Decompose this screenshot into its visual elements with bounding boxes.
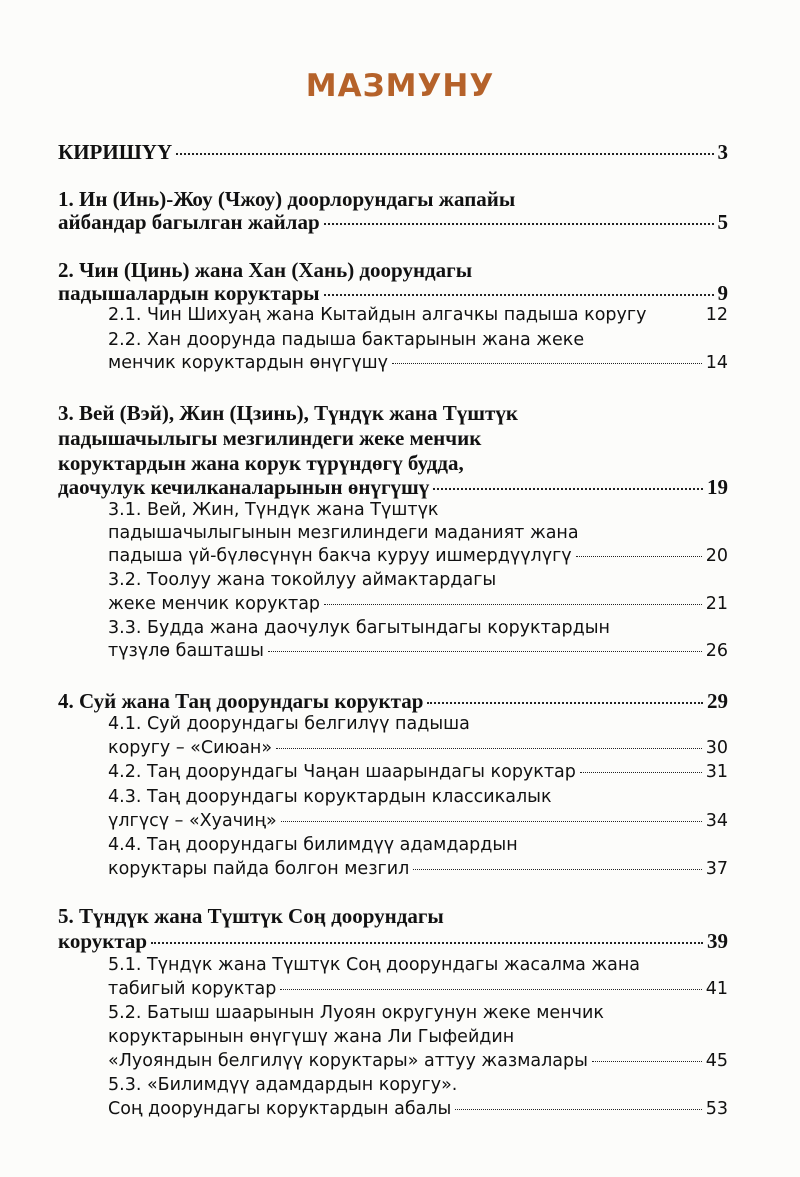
- toc-entry-text: түзүлө башташы: [108, 641, 264, 661]
- dot-leader: [592, 1060, 702, 1062]
- dot-leader: [324, 603, 702, 605]
- toc-page-number: 29: [707, 689, 728, 713]
- toc-entry-section-3-1[interactable]: [108, 546, 728, 566]
- dot-leader: [176, 152, 713, 155]
- toc-entry-section-3-2[interactable]: [108, 594, 728, 614]
- toc-entry-line: 3.1. Вей, Жин, Түндүк жана Түштүк: [108, 500, 439, 520]
- toc-entry-line: 5.1. Түндүк жана Түштүк Соң доорундагы жасалма жана: [108, 955, 641, 975]
- toc-entry-chapter-4[interactable]: [58, 689, 728, 714]
- toc-entry-text: падыша үй-бүлөсүнүн бакча куруу ишмердүүлүгү: [108, 546, 572, 566]
- toc-entry-text: «Луояндын белгилүү коруктары» аттуу жазмалары: [108, 1051, 588, 1071]
- toc-entry-section-5-1[interactable]: [108, 979, 728, 999]
- toc-entry-text: 4.2. Таң доорундагы Чаңан шаарындагы коруктар: [108, 762, 576, 782]
- dot-leader: [268, 650, 702, 652]
- toc-entry-line: 5.2. Батыш шаарынын Луоян округунун жеке менчик: [108, 1003, 604, 1023]
- toc-entry-text: коруктар: [58, 929, 148, 953]
- toc-entry-text: КИРИШҮҮ: [58, 140, 173, 164]
- toc-page-number: 14: [705, 353, 728, 373]
- dot-leader: [580, 771, 702, 773]
- toc-entry-line: 5. Түндүк жана Түштүк Соң доорундагы: [58, 904, 444, 928]
- toc-page-number: 19: [707, 475, 728, 499]
- dot-leader: [324, 222, 714, 225]
- toc-entry-text: Соң доорундагы коруктардын абалы: [108, 1099, 452, 1119]
- toc-page-number: 45: [705, 1051, 728, 1071]
- toc-page-number: 53: [705, 1099, 728, 1119]
- toc-entry-line: 5.3. «Билимдүү адамдардын коругу».: [108, 1075, 458, 1095]
- toc-entry-chapter-1[interactable]: [58, 210, 728, 235]
- dot-leader: [413, 868, 701, 870]
- toc-page-number: 34: [705, 811, 728, 831]
- toc-entry-line: 4.3. Таң доорундагы коруктардын классикалык: [108, 787, 552, 807]
- dot-leader: [650, 315, 701, 316]
- toc-page-number: 39: [707, 929, 728, 953]
- toc-entry-section-4-1[interactable]: [108, 738, 728, 758]
- toc-entry-text: табигый коруктар: [108, 979, 277, 999]
- toc-entry-section-4-2[interactable]: [108, 762, 728, 782]
- toc-entry-section-2-2[interactable]: [108, 353, 728, 373]
- toc-entry-section-2-1[interactable]: [108, 305, 728, 325]
- toc-page-number: 9: [717, 281, 728, 305]
- toc-entry-line: 2. Чин (Цинь) жана Хан (Хань) доорундагы: [58, 258, 473, 282]
- dot-leader: [455, 1108, 701, 1110]
- toc-entry-section-5-2[interactable]: [108, 1051, 728, 1071]
- dot-leader: [281, 820, 702, 822]
- toc-entry-line: 4.1. Суй доорундагы белгилүү падыша: [108, 714, 470, 734]
- toc-page-number: 3: [717, 140, 728, 164]
- toc-entry-line: 2.2. Хан доорунда падыша бактарынын жана жеке: [108, 330, 585, 350]
- dot-leader: [151, 941, 703, 944]
- toc-entry-text: коруктары пайда болгон мезгил: [108, 859, 410, 879]
- dot-leader: [392, 362, 702, 364]
- toc-entry-text: айбандар багылган жайлар: [58, 210, 320, 234]
- toc-page-number: 37: [705, 859, 728, 879]
- toc-entry-line: 3.2. Тоолуу жана токойлуу аймактардагы: [108, 570, 497, 590]
- toc-entry-line: 3.3. Будда жана даочулук багытындагы коруктардын: [108, 618, 610, 638]
- toc-entry-text: 2.1. Чин Шихуаң жана Кытайдын алгачкы падыша коругу: [108, 305, 647, 325]
- toc-entry-line: 3. Вей (Вэй), Жин (Цзинь), Түндүк жана Түштүк: [58, 401, 518, 425]
- dot-leader: [427, 701, 703, 704]
- toc-entry-chapter-3[interactable]: [58, 475, 728, 500]
- dot-leader: [433, 487, 703, 490]
- toc-entry-text: даочулук кечилканаларынын өнүгүшү: [58, 475, 430, 499]
- toc-entry-line: коруктарынын өнүгүшү жана Ли Гыфейдин: [108, 1027, 515, 1047]
- toc-entry-introduction[interactable]: [58, 140, 728, 165]
- toc-entry-section-4-4[interactable]: [108, 859, 728, 879]
- toc-entry-line: 4.4. Таң доорундагы билимдүү адамдардын: [108, 835, 518, 855]
- toc-page-number: 20: [705, 546, 728, 566]
- toc-entry-chapter-5[interactable]: [58, 929, 728, 954]
- toc-entry-section-5-3[interactable]: [108, 1099, 728, 1119]
- toc-page-number: 31: [705, 762, 728, 782]
- dot-leader: [324, 293, 714, 296]
- toc-entry-line: 1. Ин (Инь)-Жоу (Чжоу) доорлорундагы жапайы: [58, 187, 516, 211]
- toc-entry-line: падышачылыгы мезгилиндеги жеке менчик: [58, 426, 482, 450]
- toc-entry-chapter-2[interactable]: [58, 281, 728, 306]
- toc-entry-text: менчик коруктардын өнүгүшү: [108, 353, 388, 373]
- toc-page-number: 12: [705, 305, 728, 325]
- toc-entry-section-4-3[interactable]: [108, 811, 728, 831]
- toc-page-number: 41: [705, 979, 728, 999]
- toc-entry-text: падышалардын коруктары: [58, 281, 320, 305]
- dot-leader: [576, 555, 702, 557]
- toc-entry-text: коругу – «Сиюан»: [108, 738, 273, 758]
- toc-entry-text: үлгүсү – «Хуачиң»: [108, 811, 277, 831]
- toc-entry-line: падышачылыгынын мезгилиндеги маданият жана: [108, 523, 579, 543]
- toc-page-number: 21: [705, 594, 728, 614]
- toc-entry-section-3-3[interactable]: [108, 641, 728, 661]
- toc-entry-text: 4. Суй жана Таң доорундагы коруктар: [58, 689, 424, 713]
- toc-entry-text: жеке менчик коруктар: [108, 594, 321, 614]
- toc-page-number: 30: [705, 738, 728, 758]
- dot-leader: [280, 988, 701, 990]
- toc-page-number: 26: [705, 641, 728, 661]
- dot-leader: [276, 747, 702, 749]
- page-title: МАЗМУНУ: [305, 68, 495, 104]
- toc-page-number: 5: [717, 210, 728, 234]
- toc-entry-line: коруктардын жана корук түрүндөгү будда,: [58, 451, 464, 475]
